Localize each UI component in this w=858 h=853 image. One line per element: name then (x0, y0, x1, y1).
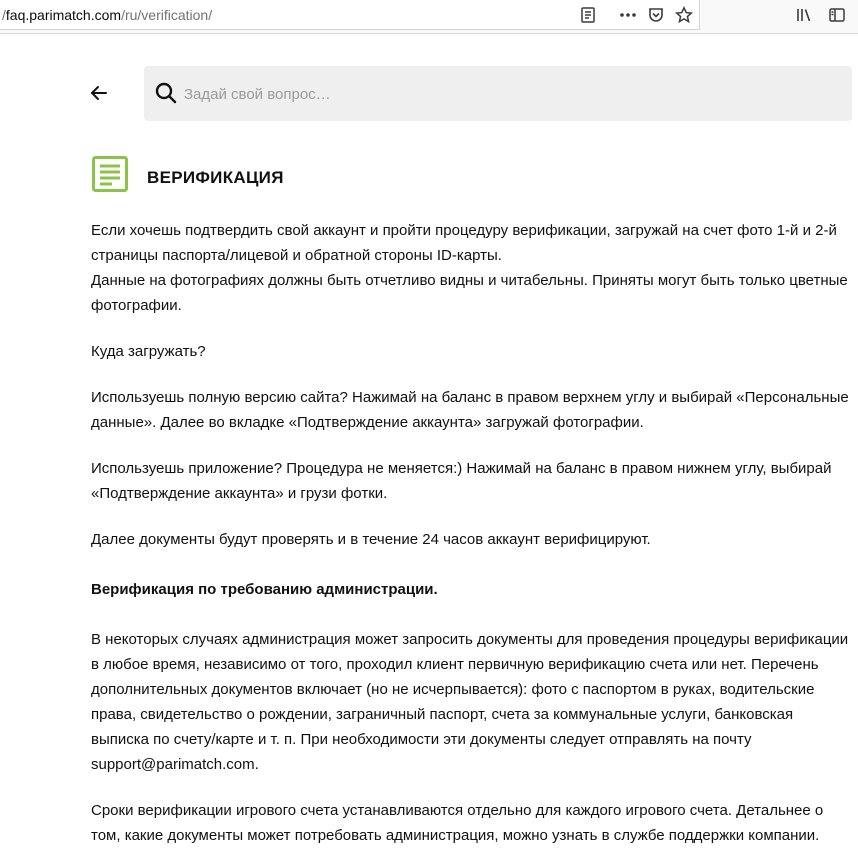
star-icon[interactable] (675, 6, 693, 24)
paragraph-review-time: Далее документы будут проверять и в течение 24 часов аккаунт верифицируют. (91, 531, 651, 548)
paragraph-intro-1: Если хочешь подтвердить свой аккаунт и пройти процедуру верификации, загружай на счет фото 1-й и 2-й страницы паспорта/лицевой и обратной стороны ID-карты. (91, 222, 837, 264)
url-text[interactable] (2, 7, 212, 23)
pocket-icon[interactable] (647, 6, 665, 24)
paragraph-intro-2: Данные на фотографиях должны быть отчетливо видны и читабельны. Приняты могут быть только цветные фотографии. (91, 272, 848, 314)
subheading-text: Верификация по требованию администрации. (91, 581, 438, 598)
url-prefix: / (2, 7, 6, 23)
paragraph-admin-docs: В некоторых случаях администрация может запросить документы для проведения процедуры верификации в любое время, независимо от того, проходил клиент первичную верификацию счета или нет. Перечень дополнительных документов включает (но не исчерпывается): фото с паспортом в руках, водительские права, свидетельство о рождении, заграничный паспорт, счета за коммунальные услуги, банковская выписка по счету/карте и т. п. При необходимости эти документы следует отправлять на почту support@parimatch.com. (91, 631, 849, 773)
paragraph-verification-terms: Сроки верификации игрового счета устанавливаются отдельно для каждого игрового счета. Детальнее о том, какие документы может потребовать администрация, можно узнать в службе поддержки компании. (91, 802, 824, 844)
paragraph-where-to-upload: Куда загружать? (91, 343, 206, 360)
search-icon (154, 81, 178, 105)
address-bar[interactable] (0, 0, 700, 30)
document-icon (91, 155, 129, 193)
browser-toolbar (0, 0, 858, 34)
sidebar-icon[interactable] (828, 6, 846, 24)
url-path: /ru/verification/ (121, 7, 213, 23)
search-input[interactable] (182, 78, 786, 110)
url-host: faq.parimatch.com (5, 7, 122, 23)
search-box[interactable] (144, 66, 852, 121)
reader-view-icon[interactable] (579, 6, 597, 24)
page-title: ВЕРИФИКАЦИЯ (147, 168, 284, 187)
subheading-admin-verification (91, 577, 853, 602)
paragraph-full-site: Используешь полную версию сайта? Нажимай на баланс в правом верхнем углу и выбирай «Персональные данные». Далее во вкладке «Подтверждение аккаунта» загружай фотографии. (91, 389, 849, 431)
article-body (91, 218, 853, 848)
library-icon[interactable] (795, 6, 813, 24)
back-arrow-icon[interactable] (88, 82, 110, 104)
paragraph-app: Используешь приложение? Процедура не меняется:) Нажимай на баланс в правом нижнем углу, выбирай «Подтверждение аккаунта» и грузи фотки. (91, 460, 832, 502)
more-icon[interactable] (619, 6, 637, 24)
